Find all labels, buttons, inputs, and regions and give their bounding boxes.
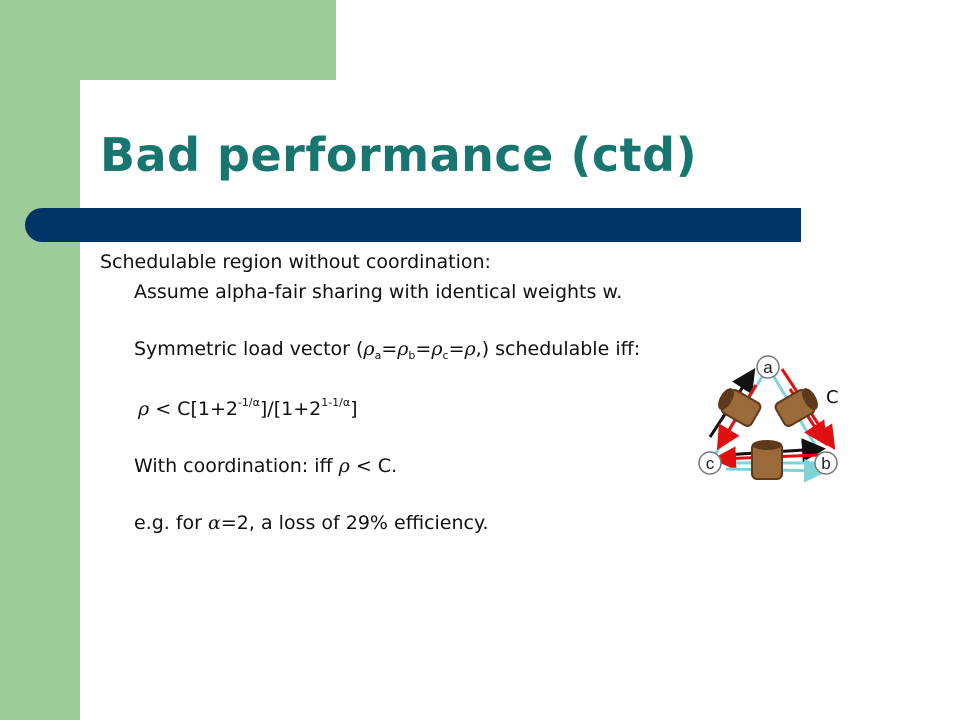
node-a-label: a	[763, 358, 773, 377]
text-line-example	[134, 512, 489, 534]
node-c	[699, 452, 721, 474]
top-green-band	[80, 0, 336, 80]
text-line-alpha-fair: Assume alpha-fair sharing with identical weights w.	[134, 281, 623, 303]
node-c-label: c	[705, 454, 715, 473]
link-bottom	[752, 440, 782, 479]
subscript-c: c	[442, 349, 449, 362]
text-line-schedulable-region: Schedulable region without coordination:	[100, 251, 491, 273]
subscript-b: b	[408, 349, 416, 362]
left-green-band	[0, 0, 80, 720]
subscript-a: a	[374, 349, 382, 362]
text-line-rho-bound	[138, 396, 358, 420]
link-right	[774, 386, 821, 428]
rho-symbol: ρ	[338, 455, 350, 477]
alpha-symbol: α	[208, 512, 221, 534]
exponent-2: 1-1/α	[321, 396, 351, 409]
rho-symbol: ρ	[363, 338, 375, 360]
text-suffix: < C.	[349, 455, 398, 477]
text-close: ,)	[475, 338, 490, 360]
equals: =	[381, 338, 398, 360]
text-line-symmetric-load	[134, 338, 640, 362]
text-end: ]	[350, 398, 358, 420]
text-suffix: =2, a loss of 29% efficiency.	[220, 512, 489, 534]
text-lt: < C[1+2	[149, 398, 238, 420]
slide-title: Bad performance (ctd)	[100, 128, 698, 182]
capacity-label: C	[826, 387, 839, 408]
equals: =	[415, 338, 432, 360]
rho-symbol: ρ	[397, 338, 409, 360]
node-b-label: b	[821, 454, 831, 473]
text-prefix: Symmetric load vector (	[134, 338, 364, 360]
exponent-1: -1/α	[237, 396, 260, 409]
text-suffix: schedulable iff:	[489, 338, 641, 360]
text-prefix: e.g. for	[134, 512, 209, 534]
text-mid: ]/[1+2	[259, 398, 322, 420]
triangle-network-diagram	[690, 345, 850, 495]
equals: =	[448, 338, 465, 360]
rho-symbol: ρ	[431, 338, 443, 360]
text-line-with-coordination	[134, 455, 397, 477]
rho-symbol: ρ	[464, 338, 476, 360]
node-b	[815, 452, 837, 474]
rho-symbol: ρ	[138, 398, 150, 420]
node-a	[757, 356, 779, 378]
title-underline-bar	[25, 208, 801, 242]
text-prefix: With coordination: iff	[134, 455, 339, 477]
